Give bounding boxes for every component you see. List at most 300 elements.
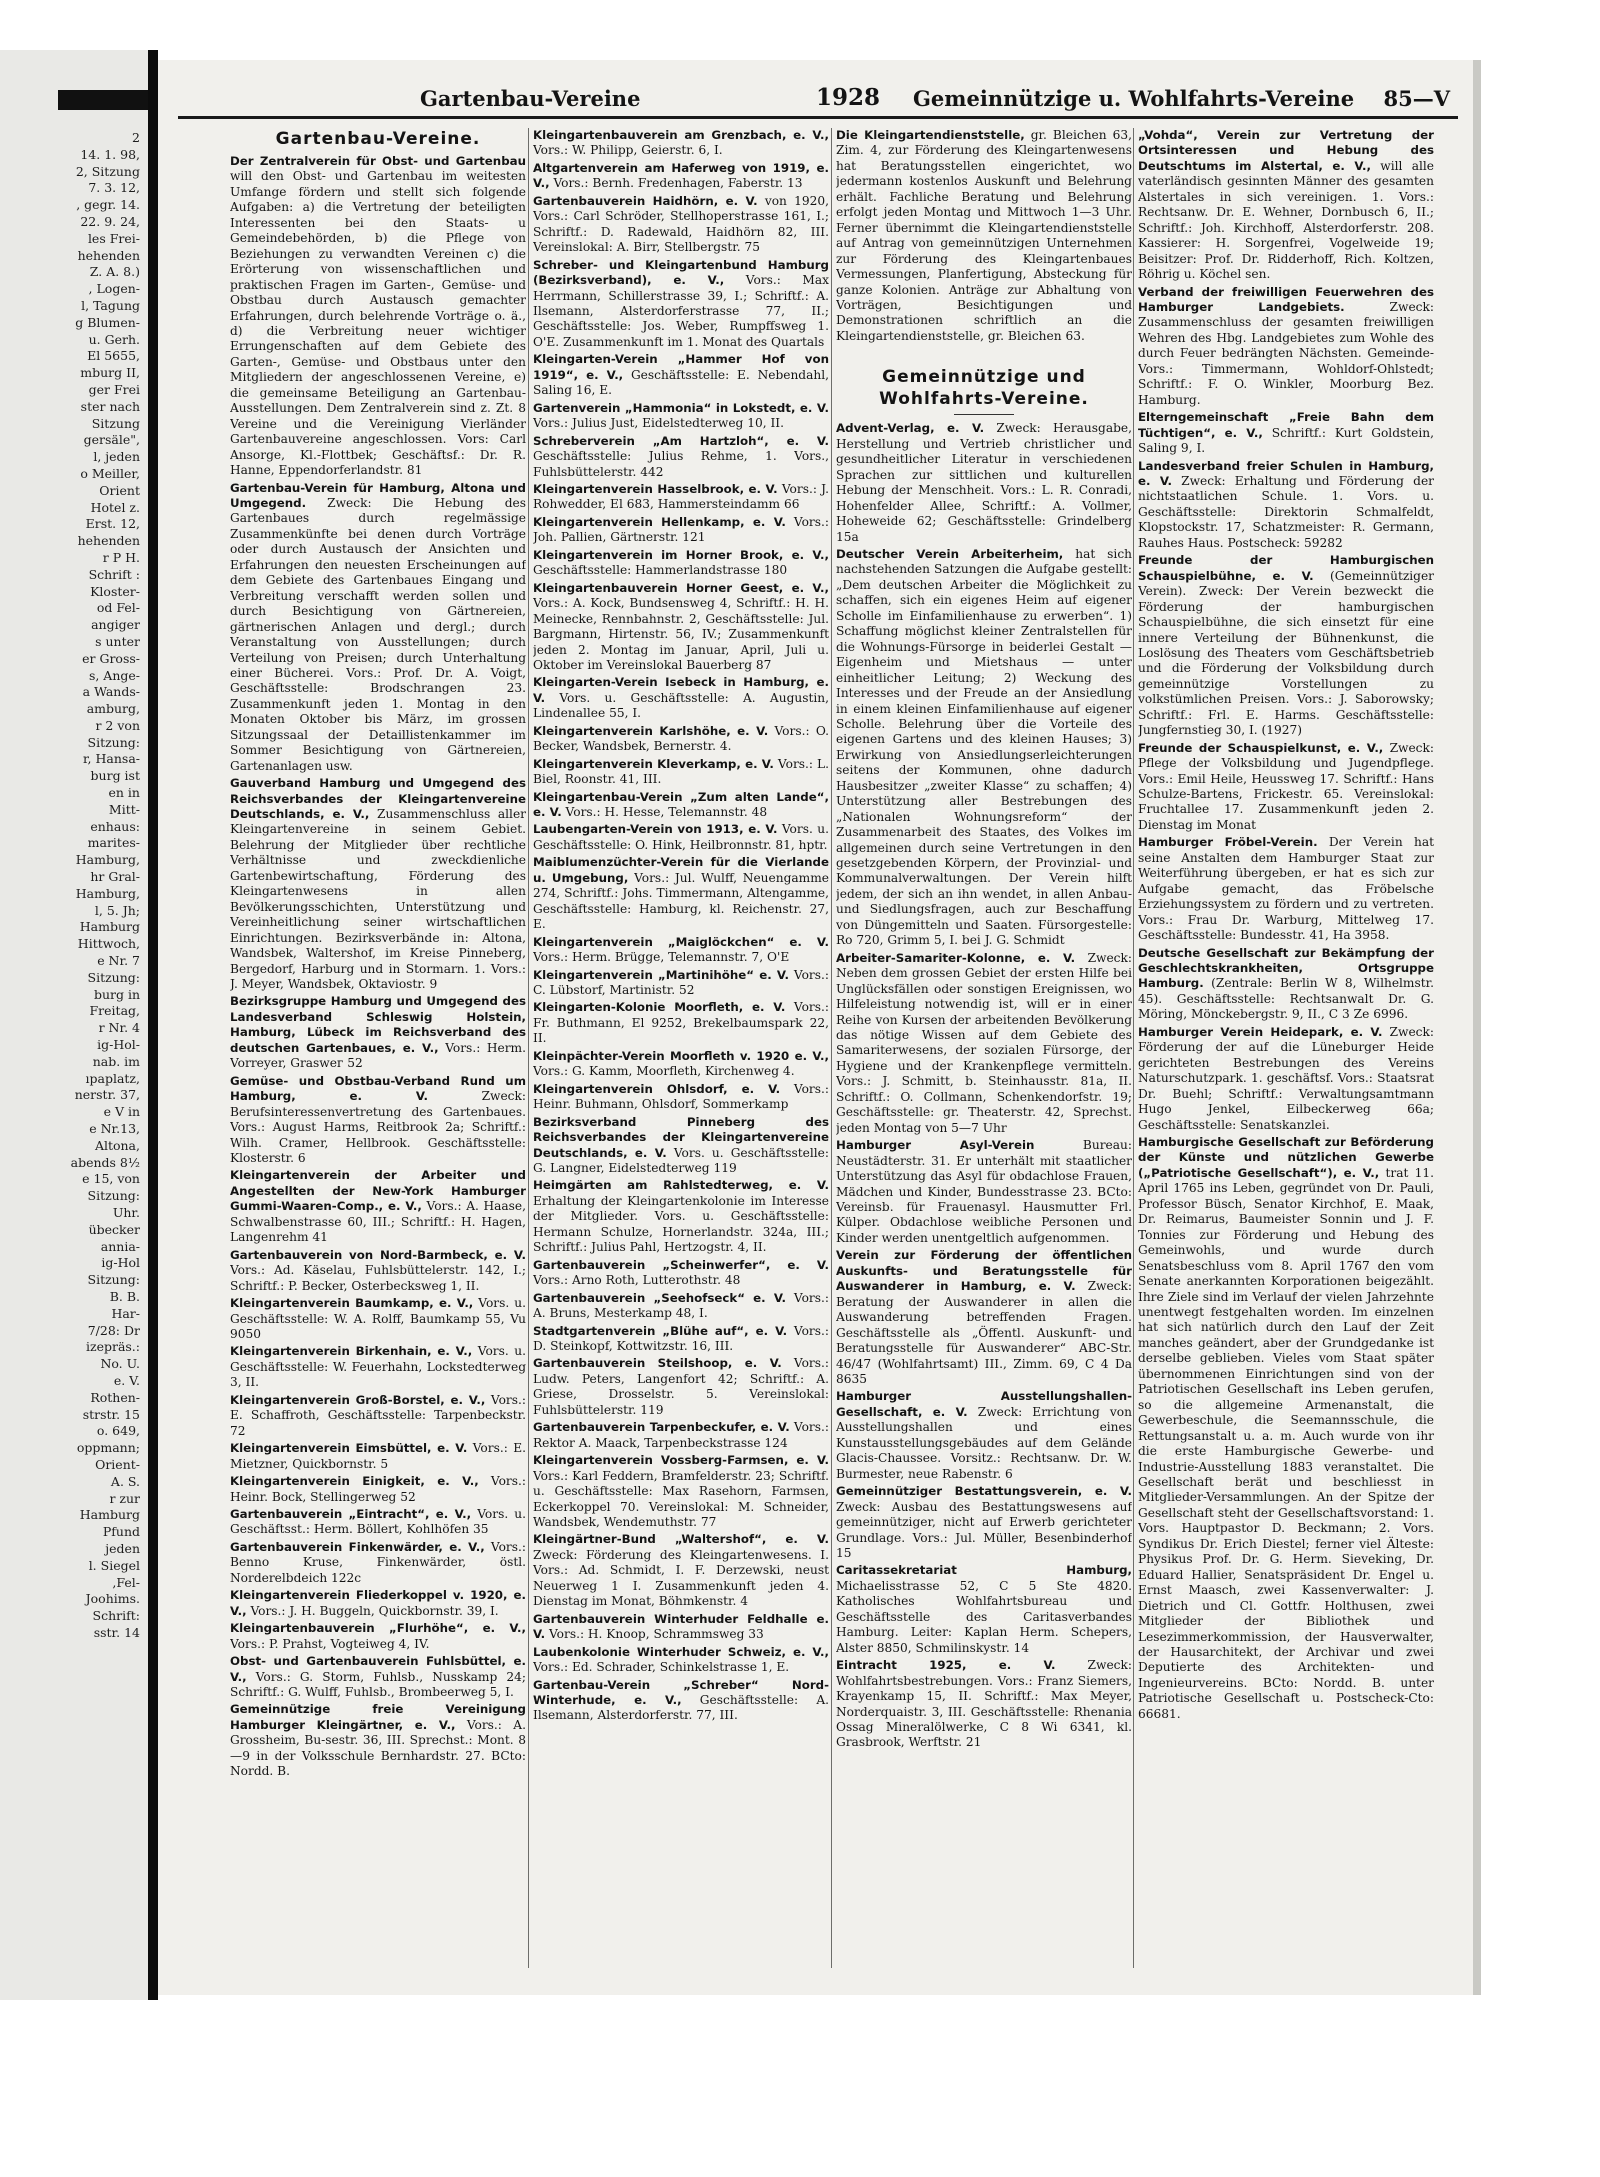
entry-name: Kleingartenverein Baumkamp, e. V.,	[230, 1296, 474, 1311]
directory-entry	[836, 421, 1132, 545]
entry-text: Vors. u. Geschäftsstelle: A. Augustin, Lindenallee 55, I.	[533, 690, 829, 721]
previous-page-line: od Fel-	[96, 600, 140, 616]
entry-name: Maiblumenzüchter-Verein für die Vierlande u. Umgebung,	[533, 855, 829, 885]
entry-text: Vors.: Max Herrmann, Schillerstrasse 39, I.; Schriftf.: A. Ilsemann, Alsterdorferstrasse 77, II.; Geschäftsstelle: Jos. Weber, Rumpffsweg 1. O'E. Zusammenkunft im 1. Monat des Quartals	[533, 273, 829, 349]
previous-page-line: Joohims.	[85, 1591, 140, 1607]
entry-text: Vors.: O. Becker, Wandsbek, Bernerstr. 4.	[533, 723, 829, 754]
directory-entry	[230, 1168, 526, 1245]
entry-text: Vors.: Heinr. Bock, Stellingerweg 52	[230, 1474, 526, 1504]
entry-name: Schreberverein „Am Hartzloh“, e. V.	[533, 433, 829, 448]
directory-entry	[1138, 835, 1434, 943]
directory-entry	[533, 935, 829, 966]
running-head-year: 1928	[816, 84, 881, 111]
entry-text: Vors.: Heinr. Buhmann, Ohlsdorf, Sommerkamp	[533, 1081, 829, 1112]
directory-entry	[230, 1248, 526, 1294]
entry-text: Vors.: Jul. Wulff, Neuengamme 274, Schriftf.: Johs. Timmermann, Altengamme, Geschäftsstelle: Hamburg, kl. Reichenstr. 27, E.	[533, 870, 829, 932]
entry-text: Vors.: Herm. Vorreyer, Graswег 52	[230, 1040, 526, 1071]
previous-page-line: Schrift :	[88, 566, 140, 582]
previous-page-line: hr Gral-	[90, 869, 140, 885]
book-gutter	[148, 50, 158, 2000]
previous-page-line: Orient-	[95, 1456, 140, 1472]
previous-page-line: B. B.	[109, 1288, 140, 1304]
previous-page-line: burg ist	[90, 768, 140, 784]
directory-entry	[230, 1393, 526, 1439]
previous-page-line: e 15, von	[82, 1171, 140, 1187]
directory-entry	[230, 1296, 526, 1342]
entry-name: Kleingartenverein Eimsbüttel, e. V.	[230, 1441, 468, 1456]
entry-list	[836, 421, 1132, 1751]
entry-name: Eintracht 1925, e. V.	[836, 1658, 1056, 1673]
entry-list	[1138, 128, 1434, 1722]
directory-entry	[1138, 459, 1434, 552]
directory-entry	[533, 724, 829, 755]
previous-page-line: l, jeden	[93, 449, 140, 465]
previous-page-line: Hotel z.	[90, 499, 140, 515]
entry-name: Arbeiter-Samariter-Kolonne, e. V.	[836, 950, 1076, 965]
directory-entry	[533, 1532, 829, 1609]
directory-entry	[533, 790, 829, 821]
entry-name: Kleingartenverein Hasselbrook, e. V.	[533, 481, 778, 496]
directory-entry	[533, 1324, 829, 1355]
entry-name: Die Kleingartendienststelle,	[836, 128, 1025, 142]
previous-page-line: l. Siegel	[88, 1557, 140, 1573]
directory-entry	[230, 1344, 526, 1390]
directory-entry	[230, 776, 526, 992]
entry-name: Caritassekretariat Hamburg,	[836, 1563, 1132, 1578]
directory-entry	[836, 1248, 1132, 1387]
directory-entry	[230, 1702, 526, 1779]
directory-entry	[533, 675, 829, 721]
entry-name: Kleingartenverein im Horner Brook, e. V.,	[533, 547, 829, 562]
entry-text: Vors.: Ed. Schrader, Schinkelstrasse 1, E.	[533, 1660, 790, 1675]
directory-entry	[836, 951, 1132, 1136]
previous-page-line: r Nr. 4	[98, 1020, 140, 1036]
entry-text: Vors.: Herm. Brügge, Telemannstr. 7, O'E	[533, 950, 790, 965]
entry-text: will alle vaterländisch gesinnten Männer des gesamten Alstertales in sich vereinigen. 1. Vors.: Rechtsanw. Dr. E. Wehner, Dornbusch 6, II.; Schriftf.: Joh. Kirchhoff, Alsterdorferstr. 208. Kassierer: H. Sorgenfrei, Vogelweide 19; Beisitzer: Prof. Dr. Ridderhoff, Rich. Koltzen, Röhrig u. Köchel sen.	[1138, 158, 1434, 282]
directory-entry	[836, 1563, 1132, 1656]
entry-text: Zusammenschluss aller Kleingartenvereine in seinem Gebiet. Belehrung der Mitglieder über rechtliche Verhältnisse und zweckdienliche Gartenbewirtschaftung, Förderung des Kleingartenwesens in allen Bevölkerungsschichten, Unterstützung und Vereinheitlichung seiner wirtschaftlichen Einrichtungen. Bezirksverbände in: Altona, Wandsbek, Waltershof, im Kreise Pinneberg, Bergedorf, Harburg und in Stormarn. 1. Vors.: J. Meyer, Wandsbek, Oktaviostr. 9	[230, 807, 526, 992]
previous-page-line: hehenden	[77, 533, 140, 549]
directory-entry	[1138, 946, 1434, 1023]
directory-entry	[533, 1356, 829, 1418]
previous-page-line: Altona,	[94, 1137, 140, 1153]
entry-text: Erhaltung der Kleingartenkolonie im Interesse der Mitglieder. Vors. u. Geschäftsstelle: Hermann Schulze, Hornerlandstr. 324a, III.; Schriftf.: Julius Pahl, Hertzogstr. 4, II.	[533, 1193, 829, 1255]
entry-text: von 1920, Vors.: Carl Schröder, Stellhoperstrasse 161, I.; Schriftf.: D. Radewald, Haidhörn 82, III. Vereinslokal: A. Birr, Stellbergstr. 75	[533, 193, 829, 255]
previous-page-line: ger Frei	[88, 381, 140, 397]
column-divider	[831, 128, 832, 1968]
entry-text: trat 11. April 1765 ins Leben, gegründet von Dr. Pauli, Professor Büsch, Senator Kirchhof, E. Maak, Dr. Reimarus, Baumeister Sonnin und J. F. Tonnies zur Förderung und Hebung des Gemeinwohls, und wurde durch Senatsbeschluss vom 8. April 1767 den vom Senate anerkannten Korporationen beigezählt. Ihre Ziele sind im Verlauf der vielen Jahrzehnte unentwegt festgehalten worden. Im einzelnen hat sich natürlich durch den Lauf der Zeit manches geändert, aber der Grundgedanke ist derselbe geblieben. Vieles vom Staat später übernommenen Einrichtungen sind von der Patriotischen Gesellschaft ins Leben gerufen, so die allgemeine Armenanstalt, die Gewerbeschule, die Seemannsschule, die Rettungsanstalt u. a. m. Auch wurde von ihr die erste Hamburgische Gewerbe- und Industrie-Ausstellung 1883 veranstaltet. Die Gesellschaft berät und beschliesst in Mitglieder-Versammlungen. An der Spitze der Gesellschaft steht der Gesellschaftsvorstand: 1. Vors. Hauptpastor D. Beckmann; 2. Vors. Syndikus Dr. Erich Diestel; ferner viel Älteste: Physikus Prof. Dr. G. Herm. Sieveking, Dr. Eduard Hallier, Senatspräsident Dr. Engel u. Ernst Maasch, zwei Kassenverwalter: J. Dietrich und Cl. Gottfr. Holthusen, zwei Mitglieder der Bibliothek und Lesezimmerkommission, der Hausverwalter, der Hausarchitekt, der Archivar und zwei Deputierte des Architekten- und Ingenieurvereins. BCto: Nordd. B. unter Patriotische Gesellschaft u. Postscheck-Cto: 66681.	[1138, 1165, 1434, 1721]
column-4	[1138, 128, 1434, 1968]
directory-entry	[533, 194, 829, 256]
entry-name: Gemeinnütziger Bestattungsverein, e. V.	[836, 1484, 1132, 1499]
entry-name: Gartenbauverein Tarpenbeckufer, e. V.	[533, 1420, 790, 1435]
running-head-right: Gemeinnützige u. Wohlfahrts-Vereine	[913, 86, 1355, 111]
entry-text: Vors.: J. Rohwedder, El 683, Hammersteindamm 66	[533, 481, 829, 512]
entry-text: will den Obst- und Gartenbau im weitesten Umfange fördern und stellt sich folgende Aufgaben: a) die Vertretung der beteiligten Interessenten bei den Staats- u Gemeindebehörden, b) die Pflege von Beziehungen zu verwandten Vereinen c) die Erörterung von wissenschaftlichen und praktischen Fragen im Garten-, Gemüse- und Obstbau durch Austausch gemachter Erfahrungen, durch belehrende Vorträge o. ä., d) die Verbreitung neuer wichtiger Errungenschaften auf dem Gebiete des Garten-, Gemüse- und Obstbaus unter den Mitgliedern der angeschlossenen Vereine, e) die gemeinsame Beteiligung an Gartenbau-Ausstellungen. Dem Zentralverein sind z. Zt. 8 Vereine und die Vereinigung Vierländer Gartenbauvereine angeschlossen. Vors: Carl Ansorge, Kl.-Flottbek; Geschäftsf.: Dr. R. Hanne, Eppendorferlandstr. 81	[230, 169, 526, 478]
directory-entry	[533, 401, 829, 432]
entry-text: Vors.: Bernh. Fredenhagen, Faberstr. 13	[549, 176, 803, 191]
directory-entry	[230, 994, 526, 1071]
previous-page-line: Hamburg,	[75, 852, 140, 868]
entry-name: Kleingarten-Kolonie Moorfleth, e. V.	[533, 1000, 786, 1015]
entry-text: Schriftf.: Kurt Goldstein, Saling 9, I.	[1138, 425, 1434, 456]
directory-entry	[230, 1074, 526, 1167]
previous-page-line: les Frei-	[87, 230, 140, 246]
entry-name: Heimgärten am Rahlstedterweg, e. V.	[533, 1178, 829, 1193]
previous-page-line: r P H.	[102, 549, 140, 565]
entry-name: Kleingartenbauverein „Flurhöhe“, e. V.,	[230, 1621, 526, 1636]
previous-page-line: amburg,	[86, 701, 140, 717]
entry-text: (Gemeinnütziger Verein). Zweck: Der Verein bezweckt die Förderung der hamburgischen Schauspielbühne, die sich einsetzt für eine innere Verteilung der Bühnenkunst, die Loslösung des Theaters vom Geschäftsbetrieb und die Förderung der Volksbildung durch gemeinnützige Vorstellungen zu volkstümlichen Preisen. Vors.: J. Saborowsky; Schriftf.: Frl. E. Harms. Geschäftsstelle: Jungfernstieg 30, I. (1927)	[1138, 568, 1434, 738]
entry-text: Zweck: Erhaltung und Förderung der nichtstaatlichen Schule. 1. Vors. u. Geschäftsstelle: Direktorin Schmalfeldt, Klopstockstr. 17, Schatzmeister: R. Germann, Rauhes Haus. Postscheck: 59282	[1138, 473, 1434, 550]
entry-name: Laubengarten-Verein von 1913, e. V.	[533, 822, 778, 837]
previous-page-line: en in	[108, 785, 140, 801]
entry-text: Vors.: Benno Kruse, Finkenwärder, östl. Norderelbdeich 122c	[230, 1539, 526, 1585]
entry-name: Gemüse- und Obstbau-Verband Rund um Hamburg, e. V.	[230, 1073, 526, 1104]
column-3	[836, 128, 1132, 1968]
entry-name: Stadtgartenverein „Blühe auf“, e. V.	[533, 1323, 788, 1338]
previous-page-line: abends 8½	[70, 1154, 140, 1170]
previous-page-line: marites-	[87, 835, 140, 851]
entry-text: gr. Bleichen 63, Zim. 4, zur Förderung des Kleingartenwesens hat Beratungsstellen eingerichtet, wo jedermann kostenlos Auskunft und Belehrung erhält. Fachliche Beratung und Belehrung erfolgt jeden Montag und Mittwoch 1—3 Uhr. Ferner übernimmt die Kleingartendienststelle auf Antrag von gemeinnützigen Unternehmen zur Förderung des Kleingartenbaues Vermessungen, Planfertigung, Absteckung für ganze Kolonien. Anträge zur Abhaltung von Vorträgen, Besichtigungen und Demonstrationen schriftlich an die Kleingartendienststelle, gr. Bleichen 63.	[836, 128, 1132, 343]
previous-page-line: l, 5. Jh;	[94, 902, 140, 918]
entry-name: Kleingartenverein „Martinihöhe“ e. V.	[533, 967, 789, 982]
entry-name: Deutsche Gesellschaft zur Bekämpfung der Geschlechtskrankheiten, Ortsgruppe Hamburg.	[1138, 945, 1434, 991]
entry-name: Gartenbauverein von Nord-Barmbeck, e. V.	[230, 1247, 526, 1262]
previous-page-line: burg in	[93, 986, 140, 1002]
previous-page-line: Hamburg	[79, 919, 140, 935]
entry-text: Zweck: Ausbau des Bestattungswesens auf gemeinnütziger, nicht auf Erwerb gerichteter Grundlage. Vors.: Jul. Müller, Besenbinderhof 15	[836, 1499, 1132, 1560]
directory-entry	[533, 1115, 829, 1177]
directory-entry	[533, 161, 829, 192]
section-rule	[954, 414, 1014, 415]
directory-entry	[230, 1621, 526, 1652]
entry-text: Vors.: G. Kamm, Moorfleth, Kirchenweg 4.	[533, 1064, 795, 1079]
entry-name: Gartenbauverein Steilshoop, e. V.	[533, 1356, 782, 1371]
previous-page-line: o. 649,	[96, 1423, 140, 1439]
entry-list	[836, 128, 1132, 344]
directory-entry	[533, 548, 829, 579]
entry-name: Hamburger Asyl-Verein	[836, 1138, 1035, 1153]
entry-text: Vors.: Joh. Pallien, Gärtnerstr. 121	[533, 514, 829, 545]
entry-name: Hamburger Verein Heidepark, e. V.	[1138, 1024, 1383, 1039]
entry-name: Kleingartenverein „Maiglöckchen“ e. V.	[533, 934, 829, 949]
page-number: 85—V	[1383, 86, 1450, 111]
previous-page-line: a Wands-	[82, 684, 140, 700]
entry-text: Vors.: G. Storm, Fuhlsb., Nusskamp 24; Schriftf.: G. Wulff, Fuhlsb., Brombeerweg 5, I.	[230, 1669, 526, 1699]
entry-text: Vors. u. Geschäftsst.: Herm. Böllert, Kohlhöfen 35	[230, 1506, 526, 1537]
previous-page-line: Erst. 12,	[85, 516, 140, 532]
entry-name: Hamburger Ausstellungshallen-Gesellschaft, e. V.	[836, 1389, 1132, 1419]
entry-text: Vors.: A. Grossheim, Bu-sestr. 36, III. Sprechst.: Mont. 8—9 in der Volksschule Bernhardstr. 27. BCto: Nordd. B.	[230, 1717, 526, 1779]
directory-entry	[533, 1420, 829, 1451]
entry-text: Vors.: E. Schaffroth, Geschäftsstelle: Tarpenbeckstr. 72	[230, 1392, 526, 1438]
entry-name: Kleingartenverein Birkenhain, e. V.,	[230, 1344, 473, 1359]
entry-name: Freunde der Hamburgischen Schauspielbühne, e. V.	[1138, 553, 1434, 583]
directory-entry	[836, 1138, 1132, 1246]
directory-entry	[836, 1658, 1132, 1751]
entry-text: Zweck: Neben dem grossen Gebiet der ersten Hilfe bei Unglücksfällen oder sonstigen Ereignissen, wo Hilfeleistung notwendig ist, will er in einer Reihe von Kursen der arbeitenden Bevölkerung das nötige Wissen auf dem Gebiete des Samariterwesens, der sozialen Fürsorge, der Hygiene und der Krankenpflege vermitteln. Vors.: J. Schmitt, b. Steinhausstr. 81a, II. Schriftf.: O. Collmann, Schenkendorfstr. 19; Geschäftsstelle: gr. Theaterstr. 42, Sprechst. jeden Montag von 5—7 Uhr	[836, 950, 1132, 1135]
directory-entry	[533, 128, 829, 159]
previous-page-line: El 5655,	[87, 348, 140, 364]
directory-entry	[533, 515, 829, 546]
entry-text: Vors.: A. Haase, Schwalbenstrasse 60, III.; Schriftf.: H. Hagen, Langenrehm 41	[230, 1199, 526, 1245]
previous-page-line: r zur	[109, 1490, 140, 1506]
entry-name: Kleingartenverein Ohlsdorf, e. V.	[533, 1081, 781, 1096]
previous-page-line: Hamburg	[79, 1507, 140, 1523]
previous-page-line: strstr. 15	[82, 1406, 140, 1422]
entry-text: Vors.: Fr. Buthmann, El 9252, Brekelbaumspark 22, II.	[533, 1000, 829, 1046]
directory-entry	[533, 434, 829, 480]
previous-page-line: u. Gerh.	[88, 331, 140, 347]
previous-page-line: 14. 1. 98,	[80, 146, 140, 162]
previous-page-line: Pfund	[102, 1524, 140, 1540]
previous-page-line: sstr. 14	[93, 1624, 140, 1640]
previous-page-line: Sitzung:	[87, 1272, 140, 1288]
previous-page-line: 7/28: Dr	[87, 1322, 140, 1338]
previous-page-line: Z. A. 8.)	[89, 264, 140, 280]
entry-text: Vors. u. Geschäftsstelle: O. Hink, Heilbronnstr. 81, hptr.	[533, 822, 829, 852]
entry-name: Kleingartenverein Fliederkoppel v. 1920, e. V.,	[230, 1588, 526, 1618]
entry-text: Bureau: Neustädterstr. 31. Er unterhält mit staatlicher Unterstützung das Asyl für obdachlose Frauen, Mädchen und Kinder, Bundesstrasse 23. BCto: Vereinsb. für Frauenasyl. Hausmutter Frl. Külper. Obdachlose weibliche Personen und Kinder werden unentgeltlich aufgenommen.	[836, 1138, 1132, 1245]
directory-entry	[533, 1000, 829, 1046]
entry-text: Zweck: Zusammenschluss der gesamten freiwilligen Wehren des Hbg. Landgebietes zum Wohle des durch Feuer bedrängten Nächsten. Gemeinde-Vors.: Timmermann, Wohldorf-Ohlstedt; Schriftf.: F. O. Winkler, Moorburg Bez. Hamburg.	[1138, 299, 1434, 407]
entry-text: hat sich nachstehenden Satzungen die Aufgabe gestellt: „Dem deutschen Arbeiter die Möglichkeit zu schaffen, sich ein eigenes Heim auf eigener Scholle im Einfamilienhause zu erwerben“. 1) Schaffung möglichst kleiner Zentralstellen für die Wohnungs-Fürsorge in beiderlei Gestalt — Eigenheim und Mietshaus — unter einheitlicher Leitung; 2) Weckung des Interesses und der Freude an der Ansiedlung in einem kleinen Einfamilienhause auf eigener Scholle. Belehrung über die Vorteile des eigenen Gartens und des kleinen Hauses; 3) Erwirkung von Ansiedlungserleichterungen seitens der Kommunen, ohne dadurch Hausbesitzer „zweiter Klasse“ zu schaffen; 4) Unterstützung aller Bestrebungen des „Nationalen Wohnungsreform“ der Zusammenarbeit des Staates, des Volkes im allgemeinen durch seine Vertretungen in den gesetzgebenden Körpern, der Provinzial- und Kommunalverwaltungen. Der Verein hilft jedem, der sich an ihn wendet, in allen Anbau- und Siedlungsfragen, auch zur Beschaffung von Düngemitteln und Saaten. Fürsorgestelle: Ro 720, Grimm 5, I. bei J. G. Schmidt	[836, 546, 1132, 948]
previous-page-strip	[0, 50, 148, 2000]
previous-page-text	[0, 130, 140, 1642]
column-2	[533, 128, 829, 1968]
entry-name: Laubenkolonie Winterhuder Schweiz, e. V.,	[533, 1644, 829, 1659]
entry-name: Landesverband freier Schulen in Hamburg, e. V.	[1138, 458, 1434, 488]
entry-text: Vors.: A. Kock, Bundsensweg 4, Schriftf.: H. H. Meinecke, Rennbahnstr. 2, Geschäftsstelle: Jul. Bargmann, Hirtenstr. 56, IV.; Zusammenkunft jeden 2. Montag im Januar, April, Juli u. Oktober im Vereinslokal Bauerberg 87	[533, 596, 829, 672]
previous-page-line: g Blumen-	[75, 314, 140, 330]
column-divider	[1133, 128, 1134, 1968]
directory-entry	[1138, 741, 1434, 834]
entry-text: Vors.: L. Biel, Roonstr. 41, III.	[533, 756, 829, 787]
directory-entry	[533, 1645, 829, 1676]
entry-name: Gartenbau-Verein für Hamburg, Altona und Umgegend.	[230, 480, 526, 510]
section-gemeinnuetzige	[836, 366, 1132, 1751]
entry-text: Vors.: Julius Just, Eidelstedterweg 10, II.	[533, 416, 784, 431]
entry-name: Kleingartenverein Hellenkamp, e. V.	[533, 514, 786, 529]
entry-text: Vors. u. Geschäftsstelle: G. Langner, Eidelstedterweg 119	[533, 1145, 829, 1175]
previous-page-line: ig-Hol-	[97, 1037, 140, 1053]
entry-text: Geschäftsstelle: Julius Rehme, 1. Vors., Fuhlsbüttelerstr. 442	[533, 449, 829, 479]
entry-name: Gartenbauverein Haidhörn, e. V.	[533, 193, 758, 208]
previous-page-line: Rothen-	[90, 1389, 140, 1405]
entry-text: Vors. u. Geschäftsstelle: W. A. Rolff, Baumkamp 55, Vu 9050	[230, 1296, 526, 1341]
entry-name: Bezirksverband Pinneberg des Reichsverbandes der Kleingartenvereine Deutschlands, e. V.	[533, 1114, 829, 1160]
directory-entry	[533, 1049, 829, 1080]
entry-text: Vors.: D. Steinkopf, Kottwitzstr. 16, III.	[533, 1323, 829, 1353]
directory-entry	[533, 1453, 829, 1530]
entry-text: Vors.: H. Hesse, Telemannstr. 48	[561, 805, 768, 820]
directory-entry	[533, 855, 829, 932]
previous-page-line: Har-	[111, 1305, 140, 1321]
entry-text: Michaelisstrasse 52, C 5 Ste 4820. Katholisches Wohlfahrtsbureau und Geschäftsstelle des Caritasverbandes Hamburg. Leiter: Kaplan Herm. Schepers, Alster 8850, Schmilinskystr. 14	[836, 1578, 1132, 1655]
directory-entry	[533, 1612, 829, 1643]
entry-name: Bezirksgruppe Hamburg und Umgegend des Landesverband Schleswig Holstein, Hamburg, Lübeck im Reichsverband des deutschen Gartenbaues, e. V.,	[230, 994, 526, 1055]
previous-page-line: e. V.	[113, 1372, 140, 1388]
previous-page-line: e Nr. 7	[97, 953, 140, 969]
previous-page-line: izepräs.:	[85, 1339, 140, 1355]
entry-name: Gartenbauverein „Seehofseck“ e. V.	[533, 1290, 786, 1305]
previous-page-line: Orient	[99, 482, 140, 498]
column-1	[230, 128, 526, 1968]
directory-entry	[533, 1291, 829, 1322]
entry-name: Kleingartenverein Vossberg-Farmsen, e. V.	[533, 1453, 829, 1468]
entry-name: Obst- und Gartenbauverein Fuhlsbüttel, e. V.,	[230, 1654, 526, 1684]
entry-list	[533, 128, 829, 1724]
entry-text: Vors.: W. Philipp, Geierstr. 6, I.	[533, 143, 723, 158]
entry-name: Kleingartenverein der Arbeiter und Angestellten der New-York Hamburger Gummi-Waaren-Comp., e. V.,	[230, 1168, 526, 1214]
previous-page-line: nab. im	[92, 1053, 140, 1069]
previous-page-header-bar	[58, 90, 148, 110]
entry-name: Gemeinnützige freie Vereinigung Hamburger Kleingärtner, e. V.,	[230, 1702, 526, 1732]
entry-name: Deutscher Verein Arbeiterheim,	[836, 546, 1064, 561]
directory-entry	[533, 581, 829, 674]
previous-page-line: ,Fel-	[112, 1574, 140, 1590]
previous-page-line: 2	[132, 130, 140, 145]
previous-page-line: Sitzung:	[87, 734, 140, 750]
entry-text: Vors.: Ludw. Peters, Langenfort 42; Schriftf.: A. Griese, Drosselstr. 5. Vereinslokal: Fuhlsbüttelerstr. 119	[533, 1356, 829, 1417]
entry-name: Gauverband Hamburg und Umgegend des Reichsverbandes der Kleingartenvereine Deutschlands, e. V.,	[230, 776, 526, 822]
entry-name: Kleingartenbau-Verein „Zum alten Lande“, e. V.	[533, 789, 829, 820]
entry-name: Kleingartenverein Kleverkamp, e. V.	[533, 756, 774, 771]
previous-page-line: Sitzung	[91, 415, 140, 431]
page-header	[178, 82, 1458, 119]
entry-name: Gartenbauverein Finkenwärder, e. V.,	[230, 1539, 485, 1554]
directory-entry	[230, 481, 526, 775]
entry-name: Hamburger Fröbel-Verein.	[1138, 835, 1318, 850]
directory-entry	[836, 547, 1132, 949]
previous-page-line: Hittwoch,	[77, 936, 140, 952]
directory-entry	[230, 1588, 526, 1619]
previous-page-line: ıpaplatz,	[85, 1070, 140, 1086]
directory-entry	[1138, 128, 1434, 283]
directory-entry	[230, 154, 526, 479]
entry-text: Vors.: H. Knoop, Schrammsweg 33	[545, 1627, 764, 1642]
entry-text: Zweck: Förderung des Kleingartenwesens. I. Vors.: Ad. Schmidt, I. F. Derzewski, neust Neuerweg 1 I. Zusammenkunft jeden 4. Dienstag im Monat, Böhmkenstr. 4	[533, 1547, 829, 1609]
previous-page-line: Mitt-	[108, 801, 140, 817]
previous-page-line: gersäle",	[83, 432, 140, 448]
entry-text: Zweck: Errichtung von Ausstellungshallen und eines Kunstausstellungsgebäudes auf dem Gelände Glacis-Chaussee. Vorsitz.: Rechtsanw. Dr. W. Burmester, neue Rabenstr. 6	[836, 1404, 1132, 1481]
previous-page-line: A. S.	[110, 1473, 140, 1489]
previous-page-line: übecker	[88, 1221, 140, 1237]
directory-entry	[230, 1441, 526, 1472]
previous-page-line: l, Tagung	[81, 297, 140, 313]
directory-entry	[1138, 553, 1434, 738]
directory-entry	[230, 1507, 526, 1538]
directory-entry	[533, 258, 829, 351]
previous-page-line: s, Ange-	[88, 667, 140, 683]
entry-name: Elterngemeinschaft „Freie Bahn dem Tüchtigen“, e. V.,	[1138, 410, 1434, 440]
previous-page-line: o Meiller,	[80, 465, 140, 481]
previous-page-line: Kloster-	[90, 583, 140, 599]
section-title-gemeinnuetzige: Gemeinnützige und Wohlfahrts-Vereine.	[879, 367, 1089, 410]
entry-name: Schreber- und Kleingartenbund Hamburg (Bezirksverband), e. V.,	[533, 257, 829, 288]
entry-name: Advent-Verlag, e. V.	[836, 421, 985, 436]
previous-page-line: Sitzung:	[87, 969, 140, 985]
directory-entry	[836, 1484, 1132, 1561]
entry-name: Gartenbauverein „Eintracht“, e. V.,	[230, 1506, 472, 1521]
previous-page-line: er Gross-	[82, 650, 140, 666]
entry-name: Verband der freiwilligen Feuerwehren des Hamburger Landgebiets.	[1138, 284, 1434, 314]
entry-name: Kleingartenverein Karlshöhe, e. V.	[533, 723, 769, 738]
previous-page-line: 7. 3. 12,	[88, 180, 140, 196]
directory-entry	[533, 1178, 829, 1255]
previous-page-line: ster nach	[80, 398, 140, 414]
previous-page-line: Freitag,	[89, 1003, 140, 1019]
entry-text: Zweck: Pflege der Volksbildung und Jugendpflege. Vors.: Emil Heile, Heussweg 17. Schriftf.: Hans Schulze-Bartens, Frickestr. 65. Vereinslokal: Fruchtallee 17. Zusammenkunft jeden 2. Dienstag im Monat	[1138, 740, 1434, 832]
previous-page-line: nerstr. 37,	[74, 1087, 140, 1103]
document-page	[158, 60, 1473, 1995]
previous-page-line: Sitzung:	[87, 1188, 140, 1204]
directory-entry	[533, 352, 829, 398]
previous-page-line: , gegr. 14.	[76, 197, 140, 213]
page-edge	[1473, 60, 1481, 1995]
entry-name: Kleingärtner-Bund „Waltershof“, e. V.	[533, 1532, 829, 1547]
entry-name: Freunde der Schauspielkunst, e. V.,	[1138, 740, 1384, 755]
entry-text: Vors.: J. H. Buggeln, Quickbornstr. 39, I.	[246, 1603, 499, 1618]
previous-page-line: Uhr.	[112, 1205, 140, 1220]
entry-text: Vors.: Arno Roth, Lutterothstr. 48	[533, 1273, 741, 1288]
directory-entry	[533, 757, 829, 788]
directory-entry	[533, 482, 829, 513]
entry-name: Der Zentralverein für Obst- und Gartenbau	[230, 154, 526, 168]
entry-text: Zweck: Wohlfahrtsbestrebungen. Vors.: Franz Siemers, Krayenkamp 15, II. Schriftf.: Max Meyer, Norderquaistr. 3, III. Geschäftsstelle: Rhenania Ossag Mineralölwerke, C 8 Wi 6341, kl. Grasbrook, Werftstr. 21	[836, 1658, 1132, 1750]
section-title-gartenbau: Gartenbau-Vereine.	[275, 129, 481, 149]
entry-name: Kleingarten-Verein „Hammer Hof von 1919“, e. V.,	[533, 352, 829, 382]
previous-page-line: r, Hansa-	[82, 751, 140, 767]
previous-page-line: e V in	[103, 1104, 140, 1120]
entry-text: Vors.: Rektor A. Maack, Tarpenbeckstrasse 124	[533, 1420, 829, 1450]
previous-page-line: 22. 9. 24,	[80, 213, 140, 229]
entry-name: Kleinpächter-Verein Moorfleth v. 1920 e. V.,	[533, 1048, 829, 1063]
previous-page-line: ig-Hol	[101, 1255, 140, 1271]
previous-page-line: Hamburg,	[75, 885, 140, 901]
entry-text: Zweck: Beratung der Auswanderer in allen die Auswanderung betreffenden Fragen. Geschäftsstelle als „Öffentl. Auskunft- und Beratungsstelle für Auswanderer“ ABC-Str. 46/47 (Wohlfahrtsamt) III., Zimm. 69, C 4 Da 8635	[836, 1279, 1132, 1386]
entry-text: Vors.: P. Prahst, Vogteiweg 4, IV.	[230, 1636, 430, 1651]
previous-page-line: No. U.	[100, 1356, 140, 1372]
entry-text: Vors.: Karl Feddern, Bramfelderstr. 23; Schriftf. u. Geschäftsstelle: Max Rasehorn, Farmsen, Eckerkoppel 70. Vereinslokal: M. Schneider, Wandsbek, Wendemuthstr. 77	[533, 1468, 829, 1529]
entry-text: Geschäftsstelle: A. Ilsemann, Alsterdorferstr. 77, III.	[533, 1692, 829, 1723]
directory-entry	[533, 968, 829, 999]
directory-entry	[836, 128, 1132, 344]
directory-entry	[1138, 1135, 1434, 1722]
directory-entry	[1138, 1025, 1434, 1133]
directory-entry	[533, 822, 829, 853]
directory-entry	[533, 1258, 829, 1289]
entry-name: Gartenverein „Hammonia“ in Lokstedt, e. V.	[533, 400, 829, 415]
entry-list	[230, 154, 526, 1780]
previous-page-line: Schrift:	[92, 1608, 140, 1624]
column-divider	[528, 128, 529, 1968]
directory-entry	[230, 1540, 526, 1586]
entry-name: „Vohda“, Verein zur Vertretung der Ortsinteressen und Hebung des Deutschtums im Alstertal, e. V.,	[1138, 128, 1434, 173]
previous-page-line: , Logen-	[88, 281, 140, 297]
directory-entry	[230, 1654, 526, 1700]
entry-text: Zweck: Herausgabe, Herstellung und Vertrieb christlicher und gesundheitlicher Literatur in verschiedenen Sprachen zur sittlichen und kulturellen Hebung der Menschheit. Vors.: L. R. Conradi, Hohenfelder Allee, Schriftf.: A. Vollmer, Hoheweide 62; Geschäftsstelle: Grindelberg 15a	[836, 421, 1132, 544]
previous-page-line: mburg II,	[80, 365, 140, 381]
directory-entry	[1138, 285, 1434, 409]
previous-page-line: oppmann;	[76, 1440, 140, 1456]
directory-entry	[533, 1082, 829, 1113]
previous-page-line: jeden	[105, 1540, 140, 1556]
entry-text: Vors. u. Geschäftsstelle: W. Feuerhahn, Lockstedterweg 3, II.	[230, 1344, 526, 1390]
previous-page-line: s unter	[95, 633, 140, 649]
entry-text: Zweck: Förderung der auf die Lüneburger Heide gerichteten Bestrebungen des Vereins Naturschutzpark. 1. geschäftsf. Vors.: Staatsrat Dr. Buehl; Schriftf.: Verwaltungsamtmann Hugo Jenkel, Eilbeckerweg 66a; Geschäftsstelle: Senatskanzlei.	[1138, 1024, 1434, 1132]
